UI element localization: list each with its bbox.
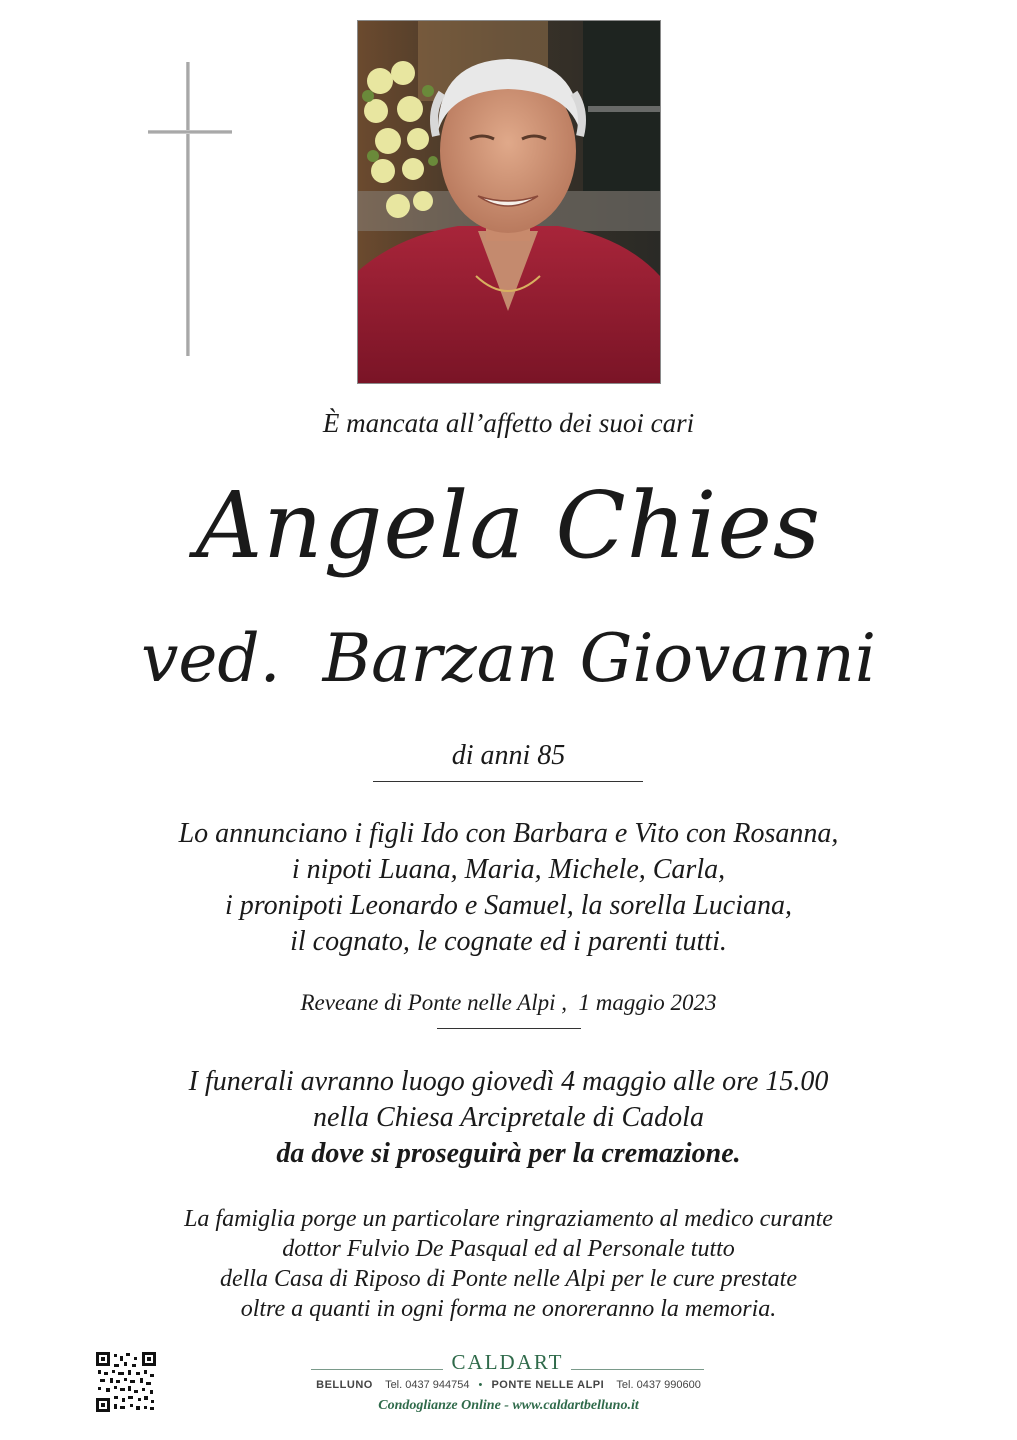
city-ponte: PONTE NELLE ALPI: [491, 1379, 605, 1391]
divider: [373, 781, 643, 782]
funeral-line: I funerali avranno luogo giovedì 4 maggio alle ore 15.00: [188, 1066, 829, 1097]
funeral-cremation: da dove si proseguirà per la cremazione.: [276, 1138, 741, 1169]
thanks-line: oltre a quanti in ogni forma ne onoreranno la memoria.: [240, 1296, 777, 1322]
brand-logo: [311, 1350, 704, 1374]
divider: [437, 1028, 581, 1029]
cross-icon: [148, 62, 232, 356]
announcement: [0, 816, 1017, 960]
announcement-line: i pronipoti Leonardo e Samuel, la sorella Luciana,: [225, 890, 792, 921]
announcement-line: Lo annunciano i figli Ido con Barbara e Vito con Rosanna,: [178, 818, 839, 849]
thanks-line: La famiglia porge un particolare ringraziamento al medico curante: [184, 1206, 833, 1232]
announcement-line: i nipoti Luana, Maria, Michele, Carla,: [291, 854, 726, 885]
intro-text: È mancata all’affetto dei suoi cari: [322, 408, 695, 438]
website-link[interactable]: Condoglianze Online - www.caldartbelluno.it: [378, 1398, 639, 1413]
thanks-line: della Casa di Riposo di Ponte nelle Alpi per le cure prestate: [219, 1266, 798, 1292]
thanks-line: dottor Fulvio De Pasqual ed al Personale tutto: [282, 1236, 735, 1262]
phone-belluno: Tel. 0437 944754: [385, 1379, 470, 1391]
widow-of: ved. Barzan Giovanni: [141, 620, 876, 697]
funeral-info: [0, 1064, 1017, 1172]
announcement-line: il cognato, le cognate ed i parenti tutti.: [290, 926, 727, 957]
brand-name: CALDART: [451, 1350, 564, 1374]
city-belluno: BELLUNO: [316, 1379, 373, 1391]
age-text: di anni 85: [451, 740, 566, 771]
funeral-line: nella Chiesa Arcipretale di Cadola: [313, 1102, 704, 1133]
portrait-photo: [357, 20, 661, 384]
thanks: [0, 1204, 1017, 1324]
contacts: [0, 1379, 1017, 1391]
place-date: Reveane di Ponte nelle Alpi , 1 maggio 2023: [300, 990, 717, 1015]
separator-dot: •: [478, 1379, 483, 1391]
deceased-name: Angela Chies: [195, 472, 822, 579]
phone-ponte: Tel. 0437 990600: [616, 1379, 701, 1391]
